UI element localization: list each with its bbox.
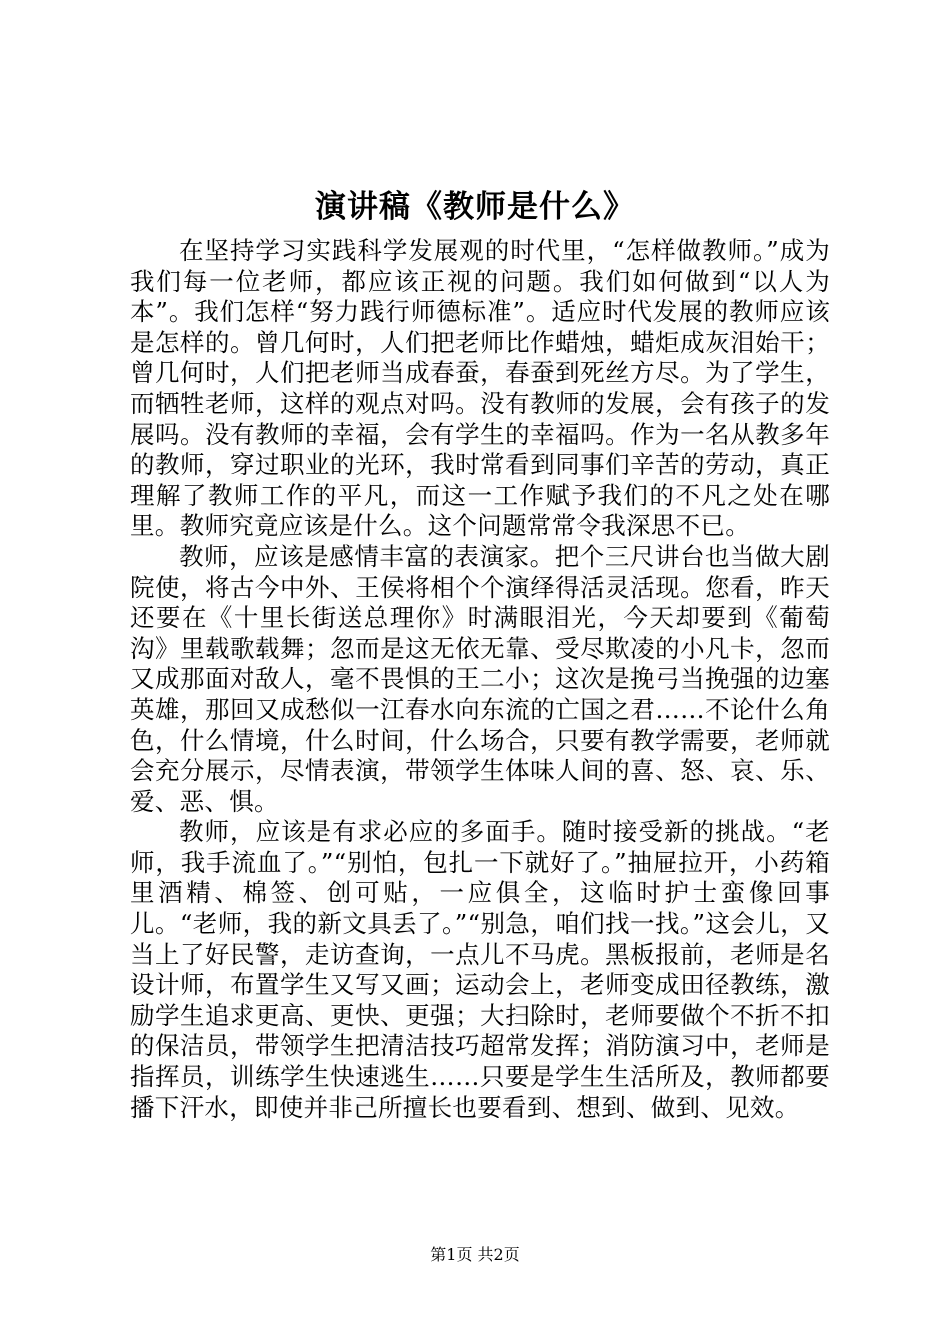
paragraph-1: 在坚持学习实践科学发展观的时代里，“怎样做教师。”成为我们每一位老师，都应该正视的问题。我们如何做到“以人为本”。我们怎样“努力践行师德标准”。适应时代发展的教师应该是怎样的。曾几何时，人们把老师比作蜡烛，蜡炬成灰泪始干；曾几何时，人们把老师当成春蚕，春蚕到死丝方尽。为了学生，而牺牲老师，这样的观点对吗。没有教师的发展，会有孩子的发展吗。没有教师的幸福，会有学生的幸福吗。作为一名从教多年的教师，穿过职业的光环，我时常看到同事们辛苦的劳动，真正理解了教师工作的平凡，而这一工作赋予我们的不凡之处在哪里。教师究竟应该是什么。这个问题常常令我深思不已。 <box>130 236 830 541</box>
document-title: 演讲稿《教师是什么》 <box>315 189 635 225</box>
document-body <box>130 236 830 1123</box>
paragraph-2: 教师，应该是感情丰富的表演家。把个三尺讲台也当做大剧院使，将古今中外、王侯将相个个演绎得活灵活现。您看，昨天还要在《十里长街送总理你》时满眼泪光，今天却要到《葡萄沟》里载歌载舞；忽而是这无依无靠、受尽欺凌的小凡卡，忽而又成那面对敌人，毫不畏惧的王二小；这次是挽弓当挽强的边塞英雄，那回又成愁似一江春水向东流的亡国之君……不论什么角色，什么情境，什么时间，什么场合，只要有教学需要，老师就会充分展示，尽情表演，带领学生体味人间的喜、怒、哀、乐、爱、恶、惧。 <box>130 541 830 816</box>
paragraph-3: 教师，应该是有求必应的多面手。随时接受新的挑战。“老师，我手流血了。”“别怕，包扎一下就好了。”抽屉拉开，小药箱里酒精、棉签、创可贴，一应俱全，这临时护士蛮像回事儿。“老师，我的新文具丢了。”“别急，咱们找一找。”这会儿，又当上了好民警，走访查询，一点儿不马虎。黑板报前，老师是名设计师，布置学生又写又画；运动会上，老师变成田径教练，激励学生追求更高、更快、更强；大扫除时，老师要做个不折不扣的保洁员，带领学生把清洁技巧超常发挥；消防演习中，老师是指挥员，训练学生快速逃生……只要是学生生活所及，教师都要播下汗水，即使并非己所擅长也要看到、想到、做到、见效。 <box>130 817 830 1122</box>
page-number-footer: 第1页 共2页 <box>430 1245 520 1264</box>
